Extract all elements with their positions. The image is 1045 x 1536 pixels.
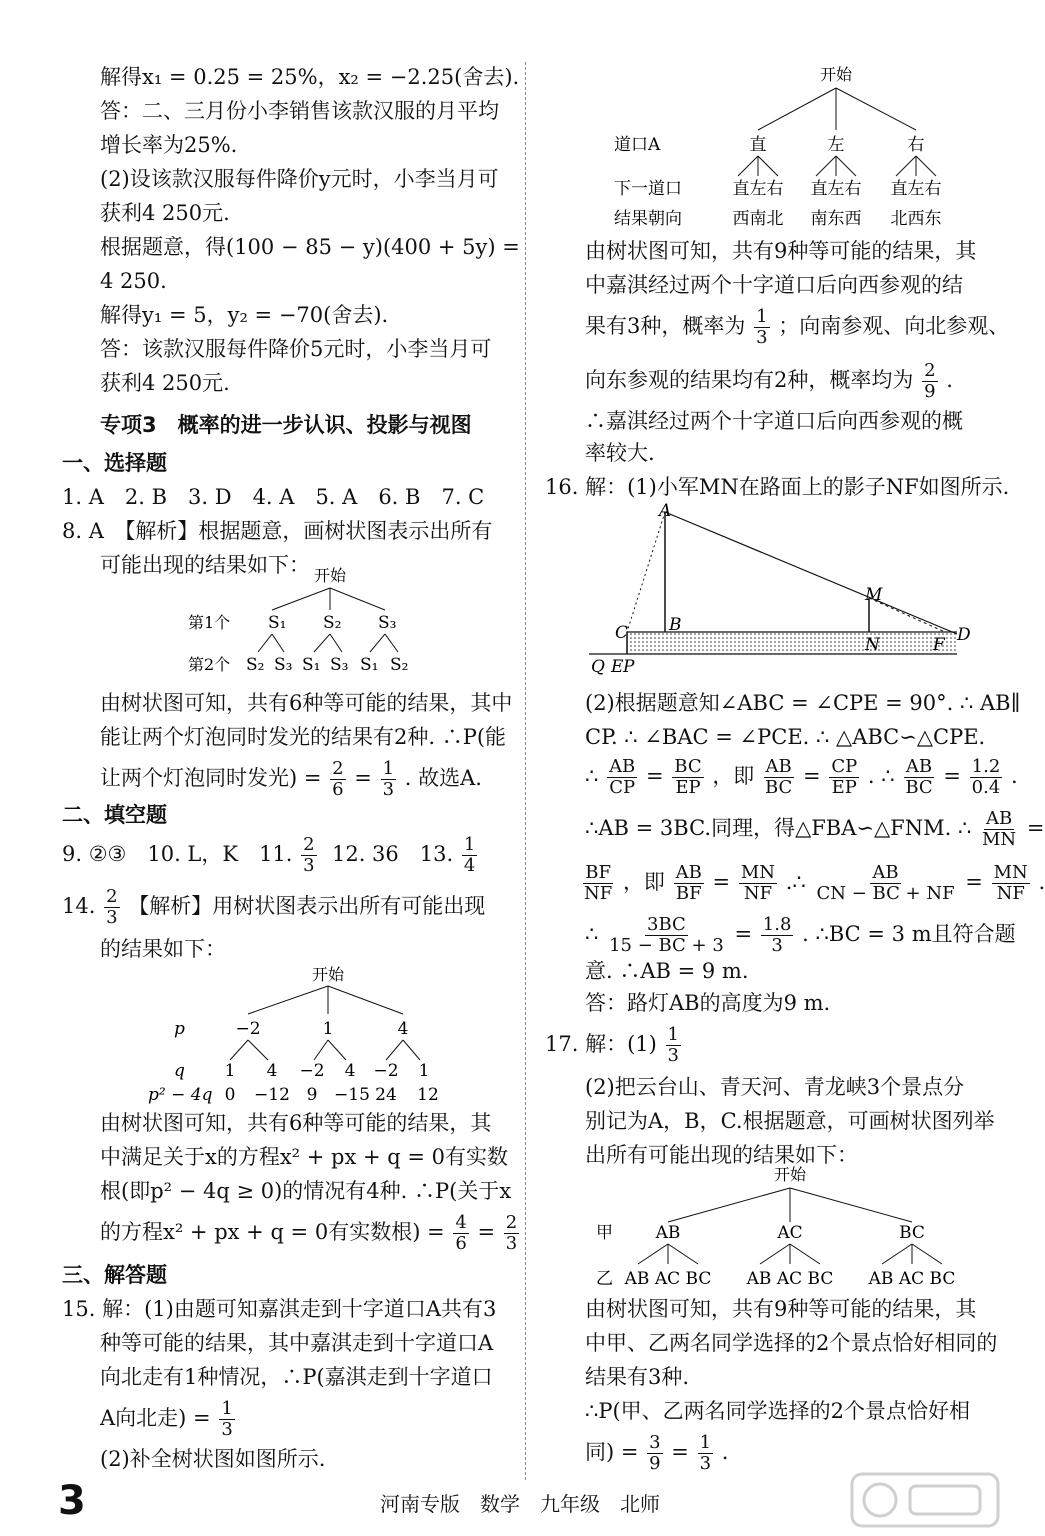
tree-node: 西南北 bbox=[732, 209, 784, 229]
point-label: D bbox=[957, 625, 971, 645]
tree-node: S₁ bbox=[360, 655, 379, 675]
tree-node: AB AC BC bbox=[624, 1269, 712, 1289]
topic-heading: 专项3 概率的进一步认识、投影与视图 bbox=[100, 413, 472, 437]
fill-answers: 9. ②③ 10. L，K 11. $\frac{2}{3}$ 12. 36 13. $\frac{1}{4}$ bbox=[62, 834, 476, 876]
text-line: 增长率为25%. bbox=[100, 133, 238, 157]
tree-node: 1 bbox=[322, 1019, 334, 1039]
tree-node: AC bbox=[777, 1223, 803, 1243]
text-line: 答：路灯AB的高度为9 m. bbox=[585, 991, 831, 1015]
tree-node: 0 bbox=[224, 1085, 236, 1105]
tree-node: S₂ bbox=[246, 655, 265, 675]
text-line: 率较大. bbox=[585, 441, 655, 465]
point-label: B bbox=[669, 615, 682, 635]
tree-row-label: 第2个 bbox=[188, 655, 231, 674]
point-label: P bbox=[623, 657, 635, 677]
text-line: (2)补全树状图如图所示. bbox=[100, 1447, 326, 1471]
text-line: ∴AB = 3BC.同理，得△FBA∽△FNM. ∴ $\frac{AB}{MN}$ = bbox=[585, 808, 1045, 850]
tree-node: 12 bbox=[417, 1085, 439, 1105]
tree-node: −2 bbox=[299, 1061, 325, 1081]
point-label: N bbox=[865, 635, 880, 655]
tree-node: 南东西 bbox=[810, 209, 862, 229]
text-line: 由树状图可知，共有6种等可能的结果，其 bbox=[100, 1111, 492, 1135]
point-label: C bbox=[615, 623, 629, 643]
text-line: ∴ $\frac{AB}{CP}$ = $\frac{BC}{EP}$ ，即 $\frac{AB}{BC}$ = $\frac{CP}{EP}$ . ∴ $\frac{AB}{BC}$ = $\frac{1.2}{0.4}$ . bbox=[585, 756, 1018, 798]
light-ray bbox=[665, 512, 957, 634]
tree-node: 开始 bbox=[773, 1165, 807, 1184]
tree-node: AB AC BC bbox=[746, 1269, 834, 1289]
text-line: 出所有可能出现的结果如下： bbox=[585, 1143, 858, 1167]
text-line: 意. ∴AB = 9 m. bbox=[585, 959, 749, 983]
footer-text: 河南专版 数学 九年级 北师 bbox=[380, 1492, 660, 1516]
point-label: F bbox=[933, 635, 945, 655]
tree-diagram-q14 bbox=[148, 962, 468, 1112]
point-label: A bbox=[659, 501, 672, 521]
text-line: 16. 解：(1)小军MN在路面上的影子NF如图所示. bbox=[545, 475, 1010, 499]
text-line: $\frac{BF}{NF}$ ，即 $\frac{AB}{BF}$ = $\frac{MN}{NF}$ .∴ $\frac{AB}{CN - BC + NF}$ = $\frac{MN}{NF}$ . bbox=[584, 862, 1045, 904]
tree-node: AB bbox=[655, 1223, 681, 1243]
text-line: 4 250. bbox=[100, 269, 167, 293]
text-line: 由树状图可知，共有9种等可能的结果，其 bbox=[585, 239, 977, 263]
choice-answers: 1. A 2. B 3. D 4. A 5. A 6. B 7. C bbox=[62, 485, 485, 509]
text-line: 解得x₁ = 0.25 = 25%，x₂ = −2.25(舍去). bbox=[100, 65, 520, 89]
tree-row-label: 乙 bbox=[596, 1269, 613, 1289]
section-heading: 一、选择题 bbox=[62, 451, 167, 475]
tree-node: S₂ bbox=[390, 655, 409, 675]
text-line: 中嘉淇经过两个十字道口后向西参观的结 bbox=[585, 273, 963, 297]
tree-node: 直左右 bbox=[810, 179, 862, 199]
section-heading: 三、解答题 bbox=[62, 1263, 167, 1287]
text-line: ∴P(甲、乙两名同学选择的2个景点恰好相 bbox=[585, 1399, 971, 1423]
tree-node: S₃ bbox=[330, 655, 349, 675]
tree-node: 直 bbox=[749, 135, 767, 155]
tree-row-label: p bbox=[174, 1019, 185, 1039]
tree-node: AB AC BC bbox=[868, 1269, 956, 1289]
text-line: 能让两个灯泡同时发光的结果有2种. ∴P(能 bbox=[100, 725, 507, 749]
text-line: 14. $\frac{2}{3}$ 【解析】用树状图表示出所有可能出现 bbox=[62, 886, 486, 928]
page-number: 3 bbox=[58, 1478, 86, 1524]
tree-node: S₁ bbox=[268, 613, 287, 633]
tree-node: 北西东 bbox=[890, 209, 942, 229]
text-line: 让两个灯泡同时发光) = $\frac{2}{6}$ = $\frac{1}{3}$ . 故选A. bbox=[100, 758, 482, 800]
text-line: 种等可能的结果，其中嘉淇走到十字道口A bbox=[100, 1331, 494, 1355]
column-divider bbox=[525, 62, 526, 1480]
text-line: 获利4 250元. bbox=[100, 371, 230, 395]
tree-row-label: p² − 4q bbox=[148, 1085, 213, 1105]
text-line: (2)根据题意知∠ABC = ∠CPE = 90°. ∴ AB∥ bbox=[585, 691, 1021, 715]
tree-row-label: 下一道口 bbox=[614, 179, 682, 199]
light-ray-dashed bbox=[627, 512, 665, 632]
point-label: Q bbox=[591, 657, 605, 677]
tree-node: S₁ bbox=[302, 655, 321, 675]
tree-node: −15 bbox=[334, 1085, 370, 1105]
tree-node: S₃ bbox=[274, 655, 293, 675]
point-label: M bbox=[865, 585, 883, 605]
text-line: 向东参观的结果均有2种，概率均为 $\frac{2}{9}$ . bbox=[585, 360, 953, 402]
tree-diagram-q15 bbox=[610, 62, 980, 232]
tree-node: 9 bbox=[306, 1085, 318, 1105]
tree-node: BC bbox=[899, 1223, 925, 1243]
text-line: 结果有3种. bbox=[585, 1365, 690, 1389]
tree-node: 4 bbox=[344, 1061, 356, 1081]
tree-diagram-q8 bbox=[180, 566, 440, 686]
text-line: 向北走有1种情况，∴P(嘉淇走到十字道口 bbox=[100, 1365, 493, 1389]
text-line: 同) = $\frac{3}{9}$ = $\frac{1}{3}$ . bbox=[585, 1432, 729, 1474]
text-line: 根(即p² − 4q ≥ 0)的情况有4种. ∴P(关于x bbox=[100, 1179, 512, 1203]
text-line: 中甲、乙两名同学选择的2个景点恰好相同的 bbox=[585, 1331, 998, 1355]
tree-node: 1 bbox=[418, 1061, 430, 1081]
text-line: A向北走) = $\frac{1}{3}$ bbox=[100, 1398, 233, 1440]
text-line: 17. 解：(1) $\frac{1}{3}$ bbox=[545, 1024, 679, 1066]
text-line: 解得y₁ = 5，y₂ = −70(舍去). bbox=[100, 303, 389, 327]
tree-row-label: 甲 bbox=[596, 1223, 613, 1243]
tree-node: 开始 bbox=[311, 965, 345, 984]
tree-node: S₃ bbox=[378, 613, 397, 633]
text-line: ∴ $\frac{3BC}{15 - BC + 3}$ = $\frac{1.8}{3}$ . ∴BC = 3 m且符合题 bbox=[585, 914, 1016, 956]
text-line: 的方程x² + px + q = 0有实数根) = $\frac{4}{6}$ = $\frac{2}{3}$ bbox=[100, 1212, 518, 1254]
tree-node: 24 bbox=[375, 1085, 397, 1105]
text-line: 8. A 【解析】根据题意，画树状图表示出所有 bbox=[62, 519, 493, 543]
text-line: 别记为A，B，C.根据题意，可画树状图列举 bbox=[585, 1109, 995, 1133]
tree-node: 开始 bbox=[819, 65, 853, 84]
text-line: 由树状图可知，共有9种等可能的结果，其 bbox=[585, 1297, 977, 1321]
text-line: 答：该款汉服每件降价5元时，小李当月可 bbox=[100, 337, 492, 361]
tree-node: 直左右 bbox=[732, 179, 784, 199]
text-line: 中满足关于x的方程x² + px + q = 0有实数 bbox=[100, 1145, 509, 1169]
tree-node: 4 bbox=[266, 1061, 278, 1081]
text-line: 可能出现的结果如下： bbox=[100, 553, 310, 577]
tree-node: −2 bbox=[235, 1019, 261, 1039]
tree-row-label: 第1个 bbox=[188, 613, 231, 632]
tree-node: 左 bbox=[827, 135, 845, 155]
text-line: CP. ∴ ∠BAC = ∠PCE. ∴ △ABC∽△CPE. bbox=[585, 725, 986, 749]
watermark-logo-icon bbox=[850, 1470, 1000, 1530]
tree-node: 4 bbox=[397, 1019, 409, 1039]
tree-row-label: 道口A bbox=[614, 135, 661, 155]
tree-row-label: q bbox=[174, 1061, 185, 1081]
point-label: E bbox=[611, 657, 624, 677]
shadow-geometry-figure bbox=[585, 500, 985, 680]
text-line: 获利4 250元. bbox=[100, 201, 230, 225]
tree-node: 右 bbox=[907, 135, 925, 155]
text-line: 的结果如下： bbox=[100, 937, 226, 961]
text-line: 根据题意，得(100 − 85 − y)(400 + 5y) = bbox=[100, 235, 520, 259]
text-line: 15. 解：(1)由题可知嘉淇走到十字道口A共有3 bbox=[62, 1297, 497, 1321]
tree-node: S₂ bbox=[323, 613, 342, 633]
text-line: (2)把云台山、青天河、青龙峡3个景点分 bbox=[585, 1075, 965, 1099]
text-line: 答：二、三月份小李销售该款汉服的月平均 bbox=[100, 99, 499, 123]
tree-node: −12 bbox=[254, 1085, 290, 1105]
tree-node: 开始 bbox=[313, 566, 347, 585]
section-heading: 二、填空题 bbox=[62, 803, 167, 827]
text-line: ∴嘉淇经过两个十字道口后向西参观的概 bbox=[585, 409, 963, 433]
tree-node: 1 bbox=[224, 1061, 236, 1081]
text-line: (2)设该款汉服每件降价y元时，小李当月可 bbox=[100, 167, 499, 191]
road-surface bbox=[627, 632, 957, 654]
text-line: 果有3种，概率为 $\frac{1}{3}$ ；向南参观、向北参观、 bbox=[585, 306, 1010, 348]
tree-node: 直左右 bbox=[890, 179, 942, 199]
tree-diagram-q17 bbox=[590, 1162, 970, 1292]
text-line: 由树状图可知，共有6种等可能的结果，其中 bbox=[100, 691, 513, 715]
tree-node: −2 bbox=[373, 1061, 399, 1081]
tree-row-label: 结果朝向 bbox=[614, 209, 682, 229]
